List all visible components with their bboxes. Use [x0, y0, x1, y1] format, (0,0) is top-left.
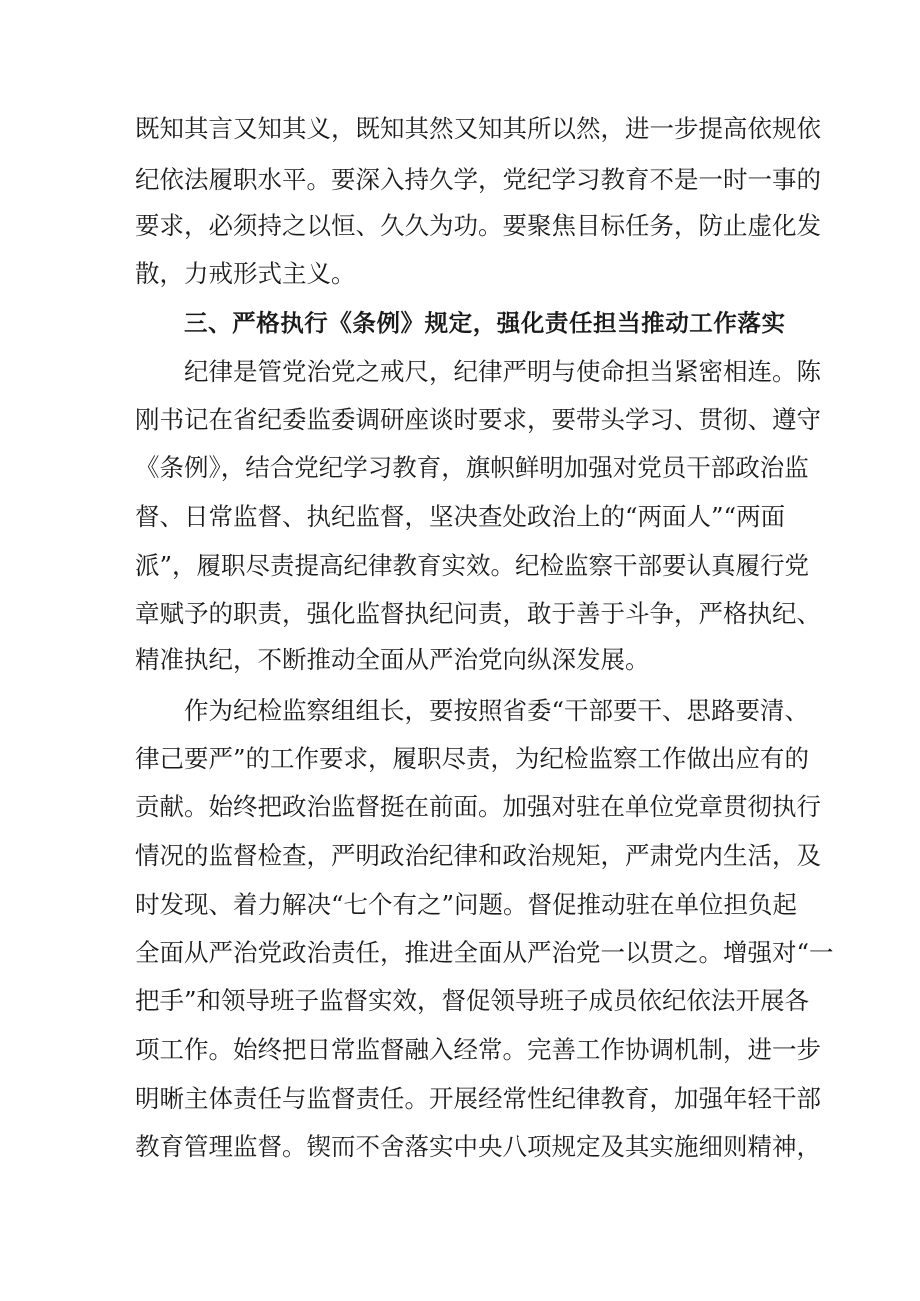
paragraph-3-line-10: 教育管理监督。锲而不舍落实中央八项规定及其实施细则精神， [135, 1132, 821, 1161]
paragraph-3-line-4: 情况的监督检查，严明政治纪律和政治规矩，严肃党内生活，及 [135, 841, 821, 870]
paragraph-3-line-6: 全面从严治党政治责任，推进全面从严治党一以贯之。增强对“一 [135, 938, 834, 967]
paragraph-3-line-1: 作为纪检监察组组长，要按照省委“干部要干、思路要清、 [184, 696, 810, 725]
paragraph-1-line-4: 散，力戒形式主义。 [135, 259, 356, 288]
paragraph-1-line-3: 要求，必须持之以恒、久久为功。要聚焦目标任务，防止虚化发 [135, 211, 821, 240]
paragraph-2-line-3: 《条例》，结合党纪学习教育，旗帜鲜明加强对党员干部政治监 [135, 453, 809, 482]
paragraph-3-line-5: 时发现、着力解决“七个有之”问题。督促推动驻在单位担负起 [135, 890, 798, 919]
paragraph-3-line-2: 律己要严”的工作要求，履职尽责，为纪检监察工作做出应有的 [135, 744, 810, 773]
paragraph-2-line-1: 纪律是管党治党之戒尺，纪律严明与使命担当紧密相连。陈 [184, 357, 821, 386]
paragraph-2-line-2: 刚书记在省纪委监委调研座谈时要求，要带头学习、贯彻、遵守 [135, 405, 821, 434]
paragraph-3-line-9: 明晰主体责任与监督责任。开展经常性纪律教育，加强年轻干部 [135, 1084, 821, 1113]
paragraph-3-line-8: 项工作。始终把日常监督融入经常。完善工作协调机制，进一步 [135, 1035, 821, 1064]
paragraph-3-line-7: 把手”和领导班子监督实效，督促领导班子成员依纪依法开展各 [135, 986, 810, 1015]
paragraph-2-line-5: 派”，履职尽责提高纪律教育实效。纪检监察干部要认真履行党 [135, 551, 810, 580]
paragraph-3-line-3: 贡献。始终把政治监督挺在前面。加强对驻在单位党章贯彻执行 [135, 792, 821, 821]
paragraph-1-line-1: 既知其言又知其义，既知其然又知其所以然，进一步提高依规依 [135, 114, 821, 143]
paragraph-2-line-4: 督、日常监督、执纪监督，坚决查处政治上的“两面人”“两面 [135, 502, 786, 531]
paragraph-1-line-2: 纪依法履职水平。要深入持久学，党纪学习教育不是一时一事的 [135, 165, 821, 194]
section-heading: 三、严格执行《条例》规定，强化责任担当推动工作落实 [184, 309, 785, 337]
paragraph-2-line-7: 精准执纪，不断推动全面从严治党向纵深发展。 [135, 645, 650, 674]
paragraph-2-line-6: 章赋予的职责，强化监督执纪问责，敢于善于斗争，严格执纪、 [135, 599, 821, 628]
